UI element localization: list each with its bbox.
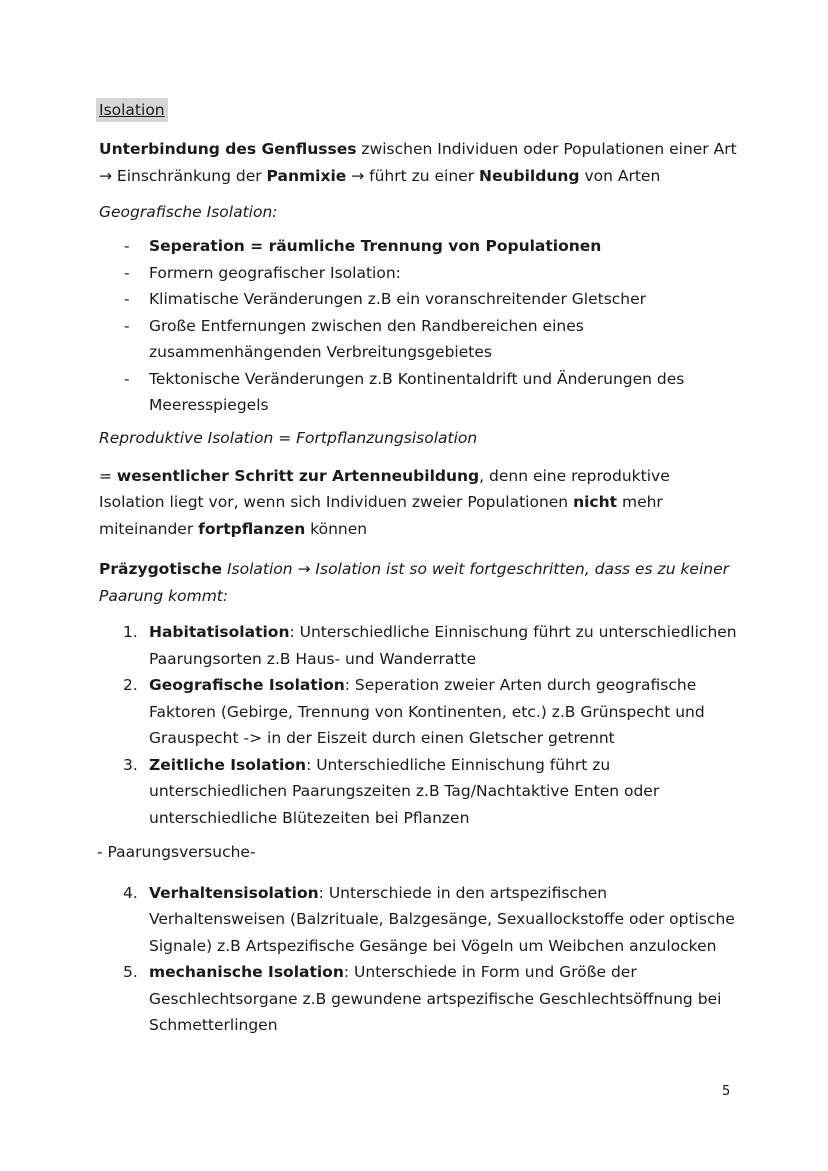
list-item [99, 260, 739, 287]
geo-heading: Geografische Isolation: [99, 203, 278, 221]
intro-bold-panmixie: Panmixie [266, 166, 347, 185]
repro-heading: Reproduktive Isolation = Fortpflanzungsisolation [99, 428, 478, 447]
intro-text-2: → führt zu einer [346, 166, 479, 185]
list-item [99, 313, 739, 366]
item-term: Verhaltensisolation [149, 883, 319, 902]
intro-paragraph [99, 136, 739, 189]
repro-paragraph [99, 463, 739, 543]
prae-italic: Isolation → Isolation ist so weit fortgeschritten, dass es zu keiner Paarung kommt: [99, 560, 729, 605]
intro-text-3: von Arten [579, 166, 661, 185]
list-item [99, 619, 739, 672]
item-text: : Seperation zweier Arten durch geografische Faktoren (Gebirge, Trennung von Kontinenten, etc.) z.B Grünspecht und Grauspecht -> in der Eiszeit durch einen Gletscher getrennt [149, 676, 705, 747]
paarungsversuche-label: - Paarungsversuche- [97, 843, 256, 861]
item-number: 5. [123, 963, 138, 981]
list-item [99, 233, 739, 260]
geo-item-formen: Formern geografischer Isolation: [149, 263, 401, 282]
list-item [99, 366, 739, 419]
prae-bold: Präzygotische [99, 560, 223, 578]
repro-bold-1: wesentlicher Schritt zur Artenneubildung [116, 466, 480, 485]
repro-text-3: mehr miteinander [99, 493, 663, 538]
list-item [99, 959, 739, 1039]
repro-text-2: , denn eine reproduktive Isolation liegt vor, wenn sich Individuen zweier Populationen [99, 466, 670, 511]
prae-list [99, 619, 739, 831]
geo-item-entfernung: Große Entfernungen zwischen den Randbereichen eines zusammenhängenden Verbreitungsgebietes [149, 316, 584, 361]
section-title: Isolation [96, 98, 168, 122]
item-term: mechanische Isolation [149, 963, 344, 981]
item-term: Habitatisolation [149, 623, 290, 641]
item-text: : Unterschiede in den artspezifischen Verhaltensweisen (Balzrituale, Balzgesänge, Sexuallockstoffe oder optische Signale) z.B Artspezifische Gesänge bei Vögeln um Weibchen anzulocken [149, 883, 735, 955]
page-content [99, 98, 739, 1039]
list-item [99, 286, 739, 313]
geo-list [99, 233, 739, 419]
list-item [99, 880, 739, 960]
item-text: : Unterschiedliche Einnischung führt zu unterschiedlichen Paarungsorten z.B Haus- und Wanderratte [149, 623, 737, 668]
item-number: 4. [123, 883, 138, 902]
item-term: Geografische Isolation [149, 676, 345, 694]
repro-text-1: = [99, 466, 117, 485]
item-number: 3. [123, 755, 138, 774]
repro-bold-3: fortpflanzen [198, 519, 306, 538]
item-text: : Unterschiedliche Einnischung führt zu unterschiedlichen Paarungszeiten z.B Tag/Nachtaktive Enten oder unterschiedliche Blütezeiten bei Pflanzen [149, 755, 660, 827]
intro-bold-neubildung: Neubildung [479, 166, 580, 185]
pv-list [99, 880, 739, 1039]
prae-heading [99, 556, 739, 609]
geo-item-tektonik: Tektonische Veränderungen z.B Kontinentaldrift und Änderungen des Meeresspiegels [149, 369, 685, 414]
item-number: 1. [123, 623, 138, 641]
repro-bold-2: nicht [573, 493, 618, 511]
item-text: : Unterschiede in Form und Größe der Geschlechtsorgane z.B gewundene artspezifische Geschlechtsöffnung bei Schmetterlingen [149, 963, 722, 1034]
intro-text-1: zwischen Individuen oder Populationen einer Art → Einschränkung der [99, 140, 737, 185]
list-item [99, 752, 739, 832]
page-number: 5 [722, 1084, 731, 1099]
repro-text-4: können [305, 519, 368, 538]
item-term: Zeitliche Isolation [149, 755, 307, 774]
geo-item-seperation: Seperation = räumliche Trennung von Populationen [149, 237, 602, 255]
list-item [99, 672, 739, 752]
geo-item-klima: Klimatische Veränderungen z.B ein voranschreitender Gletscher [149, 290, 647, 308]
item-number: 2. [123, 676, 138, 694]
intro-bold-genfluss: Unterbindung des Genflusses [99, 140, 357, 158]
